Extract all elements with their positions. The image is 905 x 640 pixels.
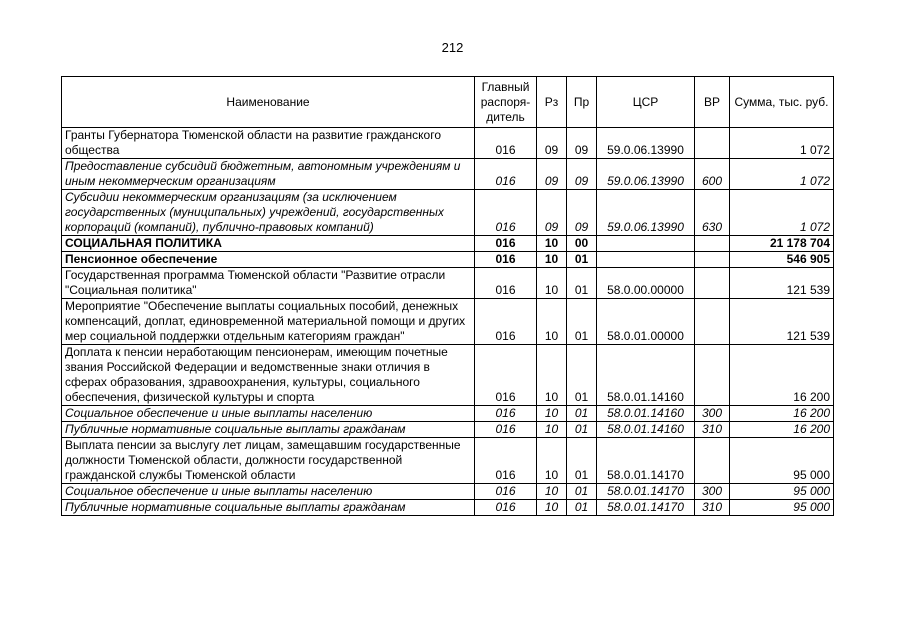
cell-sum: 16 200 bbox=[730, 406, 834, 422]
cell-name: Гранты Губернатора Тюменской области на развитие гражданского общества bbox=[62, 128, 475, 159]
cell-vr: 310 bbox=[695, 422, 730, 438]
cell-vr bbox=[695, 128, 730, 159]
cell-rz: 10 bbox=[537, 484, 567, 500]
table-row bbox=[62, 236, 834, 252]
table-row bbox=[62, 500, 834, 516]
cell-name: Социальное обеспечение и иные выплаты населению bbox=[62, 484, 475, 500]
table-row bbox=[62, 422, 834, 438]
cell-vr: 310 bbox=[695, 500, 730, 516]
cell-sum: 121 539 bbox=[730, 268, 834, 299]
cell-pr: 01 bbox=[567, 484, 597, 500]
cell-rz: 09 bbox=[537, 190, 567, 236]
table-row bbox=[62, 268, 834, 299]
table-row bbox=[62, 484, 834, 500]
cell-manager: 016 bbox=[475, 422, 537, 438]
cell-pr: 09 bbox=[567, 190, 597, 236]
table-row bbox=[62, 345, 834, 406]
cell-name: Социальное обеспечение и иные выплаты населению bbox=[62, 406, 475, 422]
cell-vr: 630 bbox=[695, 190, 730, 236]
table-body bbox=[62, 128, 834, 516]
cell-vr bbox=[695, 345, 730, 406]
budget-table bbox=[61, 76, 834, 516]
cell-rz: 10 bbox=[537, 252, 567, 268]
cell-name: Пенсионное обеспечение bbox=[62, 252, 475, 268]
table-row bbox=[62, 299, 834, 345]
cell-manager: 016 bbox=[475, 190, 537, 236]
cell-name: Публичные нормативные социальные выплаты гражданам bbox=[62, 422, 475, 438]
cell-rz: 09 bbox=[537, 128, 567, 159]
cell-manager: 016 bbox=[475, 438, 537, 484]
cell-name: Публичные нормативные социальные выплаты гражданам bbox=[62, 500, 475, 516]
cell-csr: 58.0.01.14170 bbox=[597, 500, 695, 516]
cell-sum: 546 905 bbox=[730, 252, 834, 268]
cell-manager: 016 bbox=[475, 236, 537, 252]
cell-sum: 16 200 bbox=[730, 422, 834, 438]
cell-sum: 1 072 bbox=[730, 159, 834, 190]
table-row bbox=[62, 252, 834, 268]
header-rz: Рз bbox=[537, 77, 567, 128]
cell-rz: 10 bbox=[537, 438, 567, 484]
cell-pr: 01 bbox=[567, 299, 597, 345]
cell-manager: 016 bbox=[475, 345, 537, 406]
cell-pr: 01 bbox=[567, 345, 597, 406]
cell-csr: 58.0.01.00000 bbox=[597, 299, 695, 345]
cell-csr: 58.0.01.14170 bbox=[597, 438, 695, 484]
cell-pr: 01 bbox=[567, 406, 597, 422]
cell-name: СОЦИАЛЬНАЯ ПОЛИТИКА bbox=[62, 236, 475, 252]
header-name: Наименование bbox=[62, 77, 475, 128]
cell-csr: 58.0.01.14160 bbox=[597, 345, 695, 406]
header-sum: Сумма, тыс. руб. bbox=[730, 77, 834, 128]
cell-sum: 95 000 bbox=[730, 500, 834, 516]
cell-csr: 58.0.01.14160 bbox=[597, 422, 695, 438]
cell-sum: 121 539 bbox=[730, 299, 834, 345]
cell-vr: 300 bbox=[695, 484, 730, 500]
header-pr: Пр bbox=[567, 77, 597, 128]
cell-rz: 10 bbox=[537, 299, 567, 345]
cell-manager: 016 bbox=[475, 252, 537, 268]
cell-pr: 09 bbox=[567, 159, 597, 190]
cell-name: Субсидии некоммерческим организациям (за исключением государственных (муниципальных) учреждений, государственных корпораций (компаний), публично-правовых компаний) bbox=[62, 190, 475, 236]
cell-csr: 59.0.06.13990 bbox=[597, 128, 695, 159]
cell-sum: 95 000 bbox=[730, 438, 834, 484]
cell-csr: 58.0.01.14160 bbox=[597, 406, 695, 422]
table-row bbox=[62, 159, 834, 190]
cell-pr: 09 bbox=[567, 128, 597, 159]
cell-pr: 01 bbox=[567, 252, 597, 268]
cell-pr: 01 bbox=[567, 438, 597, 484]
cell-sum: 21 178 704 bbox=[730, 236, 834, 252]
cell-csr: 58.0.01.14170 bbox=[597, 484, 695, 500]
cell-rz: 10 bbox=[537, 422, 567, 438]
cell-csr: 59.0.06.13990 bbox=[597, 159, 695, 190]
cell-vr: 300 bbox=[695, 406, 730, 422]
cell-name: Выплата пенсии за выслугу лет лицам, замещавшим государственные должности Тюменской области, должности государственной гражданской службы Тюменской области bbox=[62, 438, 475, 484]
cell-sum: 1 072 bbox=[730, 190, 834, 236]
cell-manager: 016 bbox=[475, 500, 537, 516]
cell-rz: 10 bbox=[537, 500, 567, 516]
cell-csr: 59.0.06.13990 bbox=[597, 190, 695, 236]
cell-name: Предоставление субсидий бюджетным, автономным учреждениям и иным некоммерческим организациям bbox=[62, 159, 475, 190]
cell-name: Доплата к пенсии неработающим пенсионерам, имеющим почетные звания Российской Федерации и ведомственные знаки отличия в сферах образования, здравоохранения, культуры, социального обеспечения, физической культуры и спорта bbox=[62, 345, 475, 406]
header-manager: Главный распоря-дитель bbox=[475, 77, 537, 128]
cell-rz: 09 bbox=[537, 159, 567, 190]
cell-manager: 016 bbox=[475, 299, 537, 345]
cell-csr: 58.0.00.00000 bbox=[597, 268, 695, 299]
cell-pr: 00 bbox=[567, 236, 597, 252]
cell-vr bbox=[695, 236, 730, 252]
table-row bbox=[62, 190, 834, 236]
cell-rz: 10 bbox=[537, 406, 567, 422]
cell-manager: 016 bbox=[475, 484, 537, 500]
cell-sum: 1 072 bbox=[730, 128, 834, 159]
cell-name: Государственная программа Тюменской области "Развитие отрасли "Социальная политика" bbox=[62, 268, 475, 299]
cell-rz: 10 bbox=[537, 236, 567, 252]
table-row bbox=[62, 128, 834, 159]
cell-manager: 016 bbox=[475, 268, 537, 299]
cell-vr bbox=[695, 268, 730, 299]
cell-vr: 600 bbox=[695, 159, 730, 190]
cell-vr bbox=[695, 299, 730, 345]
table-row bbox=[62, 406, 834, 422]
cell-manager: 016 bbox=[475, 128, 537, 159]
cell-csr bbox=[597, 236, 695, 252]
header-csr: ЦСР bbox=[597, 77, 695, 128]
cell-name: Мероприятие "Обеспечение выплаты социальных пособий, денежных компенсаций, доплат, единовременной материальной помощи и других мер социальной поддержки отдельным категориям граждан" bbox=[62, 299, 475, 345]
cell-pr: 01 bbox=[567, 422, 597, 438]
cell-manager: 016 bbox=[475, 406, 537, 422]
table-header-row bbox=[62, 77, 834, 128]
cell-rz: 10 bbox=[537, 268, 567, 299]
cell-sum: 95 000 bbox=[730, 484, 834, 500]
cell-rz: 10 bbox=[537, 345, 567, 406]
header-vr: ВР bbox=[695, 77, 730, 128]
cell-sum: 16 200 bbox=[730, 345, 834, 406]
cell-pr: 01 bbox=[567, 500, 597, 516]
cell-manager: 016 bbox=[475, 159, 537, 190]
cell-vr bbox=[695, 438, 730, 484]
cell-csr bbox=[597, 252, 695, 268]
cell-pr: 01 bbox=[567, 268, 597, 299]
table-row bbox=[62, 438, 834, 484]
cell-vr bbox=[695, 252, 730, 268]
page-number: 212 bbox=[441, 40, 464, 55]
